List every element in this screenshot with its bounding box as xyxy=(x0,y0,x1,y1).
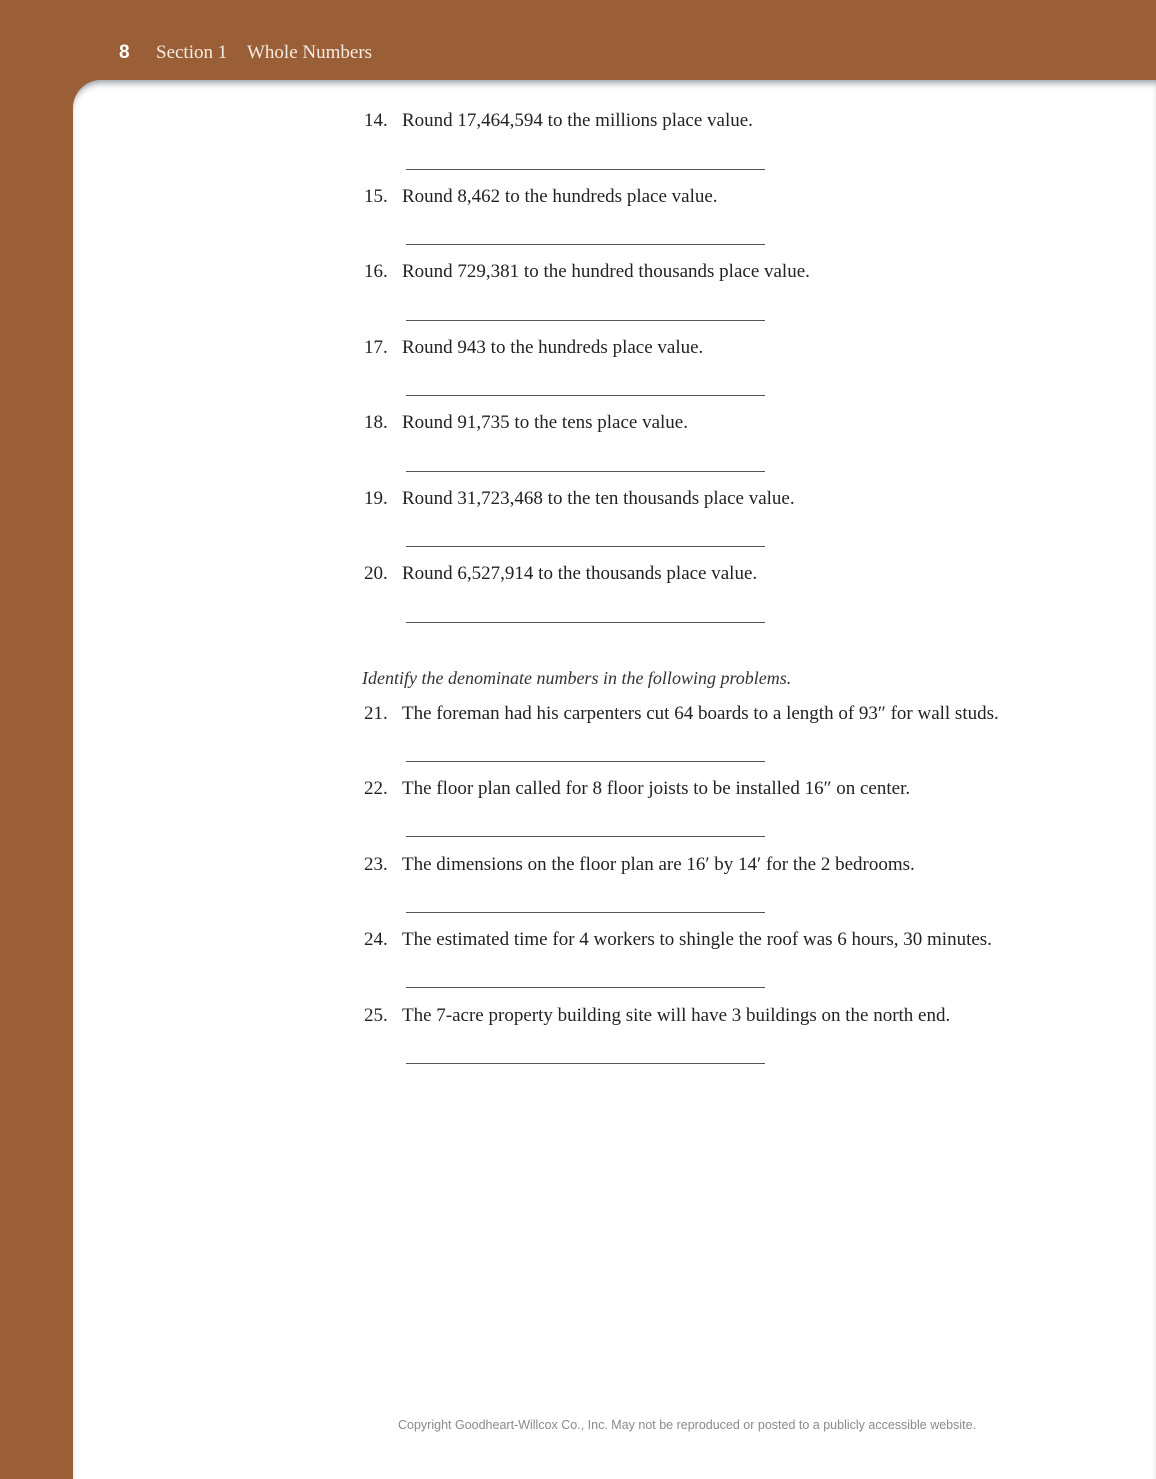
answer-line-22[interactable] xyxy=(406,836,765,837)
answer-line-25[interactable] xyxy=(406,1063,765,1064)
problem-number: 19. xyxy=(364,488,388,509)
problem-number: 22. xyxy=(364,778,388,799)
problem-number: 18. xyxy=(364,412,388,433)
answer-line-21[interactable] xyxy=(406,761,765,762)
problem-number: 24. xyxy=(364,929,388,950)
problem-text: The foreman had his carpenters cut 64 boards to a length of 93″ for wall studs. xyxy=(402,703,999,724)
section-label: Section 1 xyxy=(156,42,228,63)
copyright-footer: Copyright Goodheart-Willcox Co., Inc. May not be reproduced or posted to a publicly accessible website. xyxy=(398,1418,977,1432)
problem-text: Round 91,735 to the tens place value. xyxy=(402,412,688,433)
problem-number: 17. xyxy=(364,337,388,358)
answer-line-14[interactable] xyxy=(406,169,765,170)
answer-line-17[interactable] xyxy=(406,395,765,396)
answer-line-16[interactable] xyxy=(406,320,765,321)
problem-text: Round 729,381 to the hundred thousands place value. xyxy=(402,261,810,282)
problem-text: The 7-acre property building site will have 3 buildings on the north end. xyxy=(402,1005,951,1026)
problem-text: The dimensions on the floor plan are 16′ by 14′ for the 2 bedrooms. xyxy=(402,854,915,875)
answer-line-24[interactable] xyxy=(406,987,765,988)
problem-text: Round 6,527,914 to the thousands place value. xyxy=(402,563,758,584)
problem-number: 15. xyxy=(364,186,388,207)
page-number: 8 xyxy=(119,42,130,63)
problem-number: 14. xyxy=(364,110,388,131)
answer-line-20[interactable] xyxy=(406,622,765,623)
instruction-text: Identify the denominate numbers in the following problems. xyxy=(362,668,792,688)
answer-line-18[interactable] xyxy=(406,471,765,472)
problem-number: 21. xyxy=(364,703,388,724)
worksheet-page xyxy=(73,80,1156,1479)
problem-text: Round 31,723,468 to the ten thousands place value. xyxy=(402,488,795,509)
page-header xyxy=(0,0,1156,90)
answer-line-15[interactable] xyxy=(406,244,765,245)
problem-number: 16. xyxy=(364,261,388,282)
problem-number: 20. xyxy=(364,563,388,584)
answer-line-23[interactable] xyxy=(406,912,765,913)
problem-number: 25. xyxy=(364,1005,388,1026)
problem-number: 23. xyxy=(364,854,388,875)
problem-text: The floor plan called for 8 floor joists to be installed 16″ on center. xyxy=(402,778,911,799)
problem-text: Round 8,462 to the hundreds place value. xyxy=(402,186,718,207)
problem-text: Round 17,464,594 to the millions place value. xyxy=(402,110,753,131)
answer-line-19[interactable] xyxy=(406,546,765,547)
section-title: Whole Numbers xyxy=(247,42,373,63)
problem-text: The estimated time for 4 workers to shingle the roof was 6 hours, 30 minutes. xyxy=(402,929,992,950)
problem-text: Round 943 to the hundreds place value. xyxy=(402,337,704,358)
